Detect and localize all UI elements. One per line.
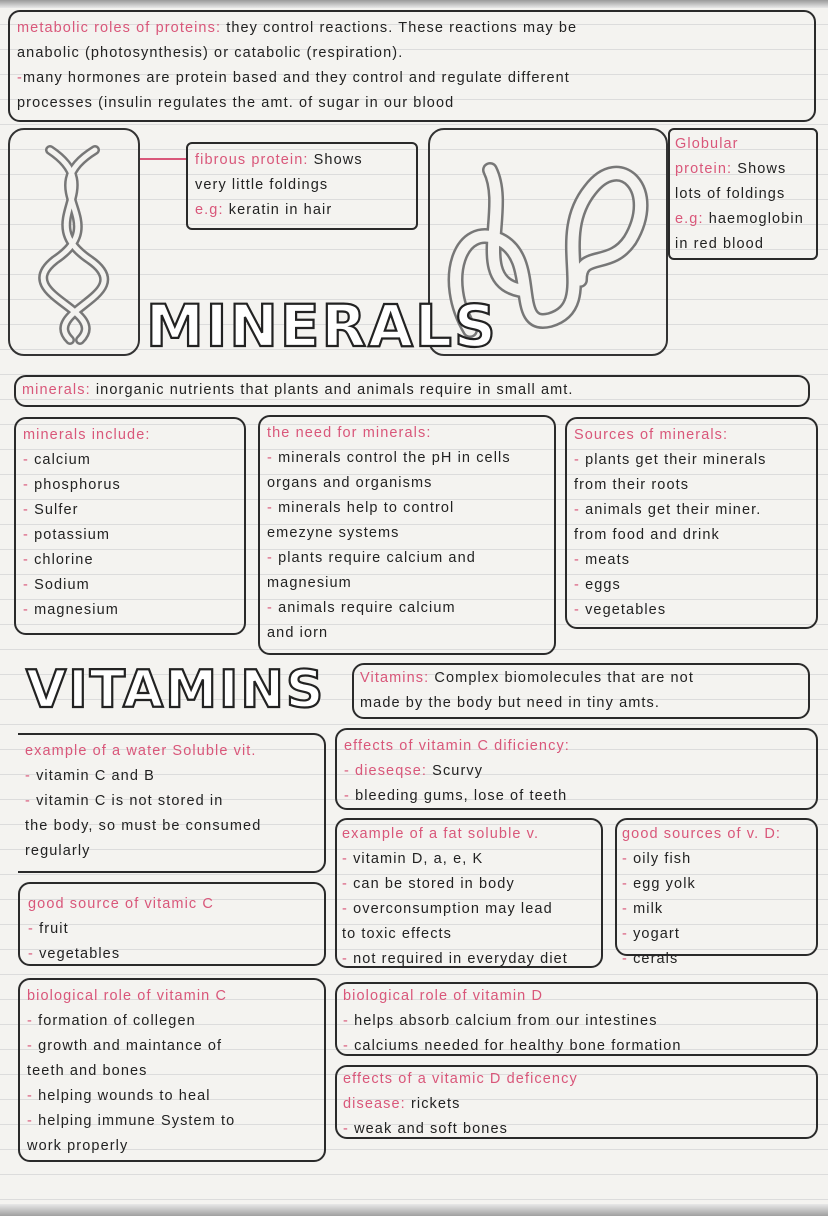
note-heading: minerals: bbox=[22, 382, 96, 398]
note-heading: - bbox=[23, 577, 35, 593]
note-heading: biological role of vitamin D bbox=[343, 988, 544, 1004]
note-heading: effects of a vitamic D deficency bbox=[343, 1071, 578, 1087]
note-heading: good sources of v. D: bbox=[622, 826, 782, 842]
note-line bbox=[344, 734, 809, 759]
note-text: Complex biomolecules that are not bbox=[434, 670, 694, 686]
note-text: phosphorus bbox=[34, 477, 121, 493]
note-text: organs and organisms bbox=[267, 475, 433, 491]
note-line bbox=[267, 421, 547, 446]
note-text: haemoglobin bbox=[708, 211, 804, 227]
note-heading: - bbox=[342, 951, 354, 967]
note-text: growth and maintance of bbox=[38, 1038, 223, 1054]
vitamin-c-sources-box bbox=[18, 882, 326, 966]
note-text: anabolic (photosynthesis) or catabolic (respiration). bbox=[17, 45, 404, 61]
note-heading: - bbox=[23, 552, 35, 568]
note-line bbox=[343, 1117, 810, 1142]
note-heading: - bbox=[574, 502, 586, 518]
note-heading: - bbox=[622, 876, 634, 892]
note-line bbox=[343, 1034, 810, 1059]
note-line bbox=[675, 157, 811, 182]
note-heading: Globular bbox=[675, 136, 739, 152]
note-text: potassium bbox=[34, 527, 111, 543]
note-line bbox=[574, 498, 809, 523]
note-line bbox=[622, 872, 811, 897]
note-text: oily fish bbox=[633, 851, 692, 867]
note-line bbox=[22, 378, 802, 403]
note-line bbox=[574, 523, 809, 548]
note-line bbox=[343, 1092, 810, 1117]
note-text: can be stored in body bbox=[353, 876, 515, 892]
vitamins-definition-box bbox=[352, 663, 810, 719]
note-text: processes (insulin regulates the amt. of sugar in our blood bbox=[17, 95, 455, 111]
note-line bbox=[622, 847, 811, 872]
note-heading: Vitamins: bbox=[360, 670, 435, 686]
note-line bbox=[675, 132, 811, 157]
note-line bbox=[17, 91, 807, 116]
note-text: Shows bbox=[737, 161, 787, 177]
note-line bbox=[267, 446, 547, 471]
note-heading: - bbox=[343, 1038, 355, 1054]
note-heading: protein: bbox=[675, 161, 738, 177]
note-text: made by the body but need in tiny amts. bbox=[360, 695, 661, 711]
note-line bbox=[27, 1109, 317, 1134]
note-heading: - bbox=[25, 768, 37, 784]
note-heading: - bbox=[622, 926, 634, 942]
note-text: helping immune System to bbox=[38, 1113, 236, 1129]
minerals-definition-box bbox=[14, 375, 810, 407]
page-edge-top bbox=[0, 0, 828, 8]
note-line bbox=[675, 232, 811, 257]
note-text: not required in everyday diet bbox=[353, 951, 568, 967]
note-line bbox=[267, 496, 547, 521]
note-line bbox=[23, 498, 237, 523]
note-line bbox=[28, 942, 316, 967]
minerals-include-box bbox=[14, 417, 246, 635]
note-text: minerals help to control bbox=[278, 500, 455, 516]
note-line bbox=[267, 596, 547, 621]
note-heading: metabolic roles of proteins: bbox=[17, 20, 227, 36]
note-heading: - bbox=[23, 452, 35, 468]
note-text: vegetables bbox=[39, 946, 121, 962]
note-heading: - bbox=[23, 502, 35, 518]
note-line bbox=[574, 573, 809, 598]
note-line bbox=[267, 571, 547, 596]
note-line bbox=[675, 207, 811, 232]
note-heading: - bbox=[342, 901, 354, 917]
note-line bbox=[23, 598, 237, 623]
note-text: Sodium bbox=[34, 577, 90, 593]
note-line bbox=[17, 41, 807, 66]
note-heading: - bbox=[342, 851, 354, 867]
note-text: magnesium bbox=[267, 575, 352, 591]
note-heading: - bbox=[23, 602, 35, 618]
note-heading: - bbox=[342, 876, 354, 892]
note-line bbox=[344, 784, 809, 809]
globular-protein-box bbox=[668, 128, 818, 260]
note-heading: - bbox=[574, 602, 586, 618]
note-line bbox=[25, 814, 317, 839]
note-line bbox=[622, 822, 811, 847]
note-line bbox=[342, 897, 596, 922]
vitamin-c-deficiency-box bbox=[335, 728, 818, 810]
note-text: calciums needed for healthy bone formation bbox=[354, 1038, 682, 1054]
note-line bbox=[195, 148, 409, 173]
note-line bbox=[342, 822, 596, 847]
vitamin-d-deficiency-box bbox=[335, 1065, 818, 1139]
note-heading: e.g: bbox=[675, 211, 709, 227]
vitamin-d-sources-box bbox=[615, 818, 818, 967]
water-soluble-vitamin-box bbox=[18, 733, 326, 873]
note-text: overconsumption may lead bbox=[353, 901, 553, 917]
proteins-metabolic-roles-box bbox=[8, 10, 816, 122]
minerals-title: MINERALS bbox=[146, 292, 498, 360]
note-line bbox=[23, 448, 237, 473]
note-text: emezyne systems bbox=[267, 525, 400, 541]
note-text: very little foldings bbox=[195, 177, 329, 193]
note-line bbox=[17, 16, 807, 41]
note-heading: - bbox=[574, 577, 586, 593]
note-heading: biological role of vitamin C bbox=[27, 988, 228, 1004]
note-heading: example of a fat soluble v. bbox=[342, 826, 540, 842]
note-text: the body, so must be consumed bbox=[25, 818, 262, 834]
vitamin-d-role-box bbox=[335, 982, 818, 1056]
note-line bbox=[343, 1067, 810, 1092]
note-text: egg yolk bbox=[633, 876, 696, 892]
note-heading: - bbox=[267, 550, 279, 566]
note-line bbox=[574, 423, 809, 448]
note-text: meats bbox=[585, 552, 631, 568]
note-line bbox=[360, 666, 802, 691]
note-heading: minerals include: bbox=[23, 427, 151, 443]
note-line bbox=[27, 1034, 317, 1059]
note-line bbox=[27, 1084, 317, 1109]
note-text: cerals bbox=[633, 951, 679, 967]
note-text: vitamin C is not stored in bbox=[36, 793, 224, 809]
note-line bbox=[574, 598, 809, 623]
note-heading: - bbox=[622, 951, 634, 967]
note-heading: - bbox=[27, 1113, 39, 1129]
note-line bbox=[28, 917, 316, 942]
note-heading: - bbox=[267, 600, 279, 616]
note-line bbox=[17, 66, 807, 91]
note-heading: - bbox=[343, 1121, 355, 1137]
note-heading: disease: bbox=[343, 1096, 411, 1112]
minerals-sources-box bbox=[565, 417, 818, 629]
note-line bbox=[28, 892, 316, 917]
note-line bbox=[27, 1059, 317, 1084]
vitamin-c-role-box bbox=[18, 978, 326, 1162]
note-line bbox=[342, 847, 596, 872]
note-line bbox=[25, 739, 317, 764]
note-text: from their roots bbox=[574, 477, 690, 493]
note-text: plants require calcium and bbox=[278, 550, 476, 566]
note-text: yogart bbox=[633, 926, 680, 942]
note-text: in red blood bbox=[675, 236, 764, 252]
note-text: formation of collegen bbox=[38, 1013, 196, 1029]
note-heading: - bbox=[27, 1038, 39, 1054]
note-heading: - bbox=[17, 70, 23, 86]
note-text: eggs bbox=[585, 577, 621, 593]
page-edge-bottom bbox=[0, 1204, 828, 1216]
note-heading: - bbox=[23, 477, 35, 493]
note-line bbox=[267, 546, 547, 571]
note-heading: - bbox=[574, 552, 586, 568]
note-text: animals require calcium bbox=[278, 600, 456, 616]
note-text: minerals control the pH in cells bbox=[278, 450, 511, 466]
note-line bbox=[344, 759, 809, 784]
note-heading: e.g: bbox=[195, 202, 229, 218]
note-heading: - bbox=[267, 500, 279, 516]
note-text: vegetables bbox=[585, 602, 667, 618]
note-line bbox=[675, 182, 811, 207]
fibrous-protein-illustration bbox=[8, 128, 140, 356]
note-line bbox=[23, 573, 237, 598]
note-heading: - bbox=[622, 901, 634, 917]
minerals-need-box bbox=[258, 415, 556, 655]
note-text: vitamin C and B bbox=[36, 768, 155, 784]
note-heading: - bbox=[267, 450, 279, 466]
note-text: lots of foldings bbox=[675, 186, 786, 202]
note-text: keratin in hair bbox=[228, 202, 333, 218]
note-line bbox=[574, 548, 809, 573]
note-text: fruit bbox=[39, 921, 69, 937]
note-text: vitamin D, a, e, K bbox=[353, 851, 484, 867]
note-text: to toxic effects bbox=[342, 926, 453, 942]
note-line bbox=[27, 1134, 317, 1159]
note-line bbox=[23, 423, 237, 448]
note-line bbox=[343, 984, 810, 1009]
vitamins-title: VITAMINS bbox=[26, 660, 326, 720]
note-heading: effects of vitamin C dificiency: bbox=[344, 738, 570, 754]
note-text: Shows bbox=[313, 152, 363, 168]
fibrous-connector-line bbox=[140, 158, 186, 160]
note-text: animals get their miner. bbox=[585, 502, 762, 518]
note-line bbox=[360, 691, 802, 716]
note-heading: Sources of minerals: bbox=[574, 427, 729, 443]
note-text: inorganic nutrients that plants and animals require in small amt. bbox=[95, 382, 574, 398]
note-line bbox=[622, 922, 811, 947]
note-text: rickets bbox=[410, 1096, 461, 1112]
note-heading: - bbox=[574, 452, 586, 468]
note-line bbox=[342, 872, 596, 897]
note-line bbox=[25, 764, 317, 789]
note-line bbox=[25, 839, 317, 864]
note-text: many hormones are protein based and they control and regulate different bbox=[22, 70, 570, 86]
note-text: milk bbox=[633, 901, 664, 917]
note-line bbox=[574, 473, 809, 498]
note-text: helps absorb calcium from our intestines bbox=[354, 1013, 658, 1029]
note-text: plants get their minerals bbox=[585, 452, 767, 468]
note-heading: - bbox=[28, 921, 40, 937]
note-line bbox=[267, 471, 547, 496]
note-heading: - bbox=[27, 1013, 39, 1029]
note-text: and iorn bbox=[267, 625, 329, 641]
note-text: helping wounds to heal bbox=[38, 1088, 211, 1104]
note-text: chlorine bbox=[34, 552, 94, 568]
note-line bbox=[23, 473, 237, 498]
note-line bbox=[622, 897, 811, 922]
note-heading: - bbox=[25, 793, 37, 809]
note-line bbox=[267, 521, 547, 546]
note-heading: - bbox=[622, 851, 634, 867]
note-text: Sulfer bbox=[34, 502, 79, 518]
note-text: calcium bbox=[34, 452, 91, 468]
note-line bbox=[342, 922, 596, 947]
note-heading: - bbox=[23, 527, 35, 543]
note-text: work properly bbox=[27, 1138, 129, 1154]
twisted-rope-icon bbox=[10, 130, 138, 354]
note-heading: the need for minerals: bbox=[267, 425, 432, 441]
note-text: bleeding gums, lose of teeth bbox=[355, 788, 568, 804]
note-text: Scurvy bbox=[432, 763, 484, 779]
note-line bbox=[195, 173, 409, 198]
note-heading: fibrous protein: bbox=[195, 152, 314, 168]
note-heading: - bbox=[27, 1088, 39, 1104]
note-heading: - bbox=[343, 1013, 355, 1029]
note-text: weak and soft bones bbox=[354, 1121, 508, 1137]
note-text: from food and drink bbox=[574, 527, 720, 543]
note-line bbox=[23, 523, 237, 548]
note-line bbox=[574, 448, 809, 473]
note-text: regularly bbox=[25, 843, 91, 859]
fat-soluble-vitamin-box bbox=[335, 818, 603, 968]
note-line bbox=[267, 621, 547, 646]
note-line bbox=[342, 947, 596, 972]
note-text: magnesium bbox=[34, 602, 119, 618]
note-line bbox=[23, 548, 237, 573]
note-text: they control reactions. These reactions may be bbox=[226, 20, 578, 36]
note-line bbox=[343, 1009, 810, 1034]
note-heading: - dieseqse: bbox=[344, 763, 433, 779]
note-text: teeth and bones bbox=[27, 1063, 148, 1079]
note-line bbox=[622, 947, 811, 972]
note-line bbox=[195, 198, 409, 223]
note-heading: good source of vitamic C bbox=[28, 896, 214, 912]
fibrous-protein-box bbox=[186, 142, 418, 230]
note-line bbox=[27, 984, 317, 1009]
note-line bbox=[25, 789, 317, 814]
note-line bbox=[27, 1009, 317, 1034]
note-heading: - bbox=[344, 788, 356, 804]
note-heading: - bbox=[28, 946, 40, 962]
note-heading: example of a water Soluble vit. bbox=[25, 743, 257, 759]
